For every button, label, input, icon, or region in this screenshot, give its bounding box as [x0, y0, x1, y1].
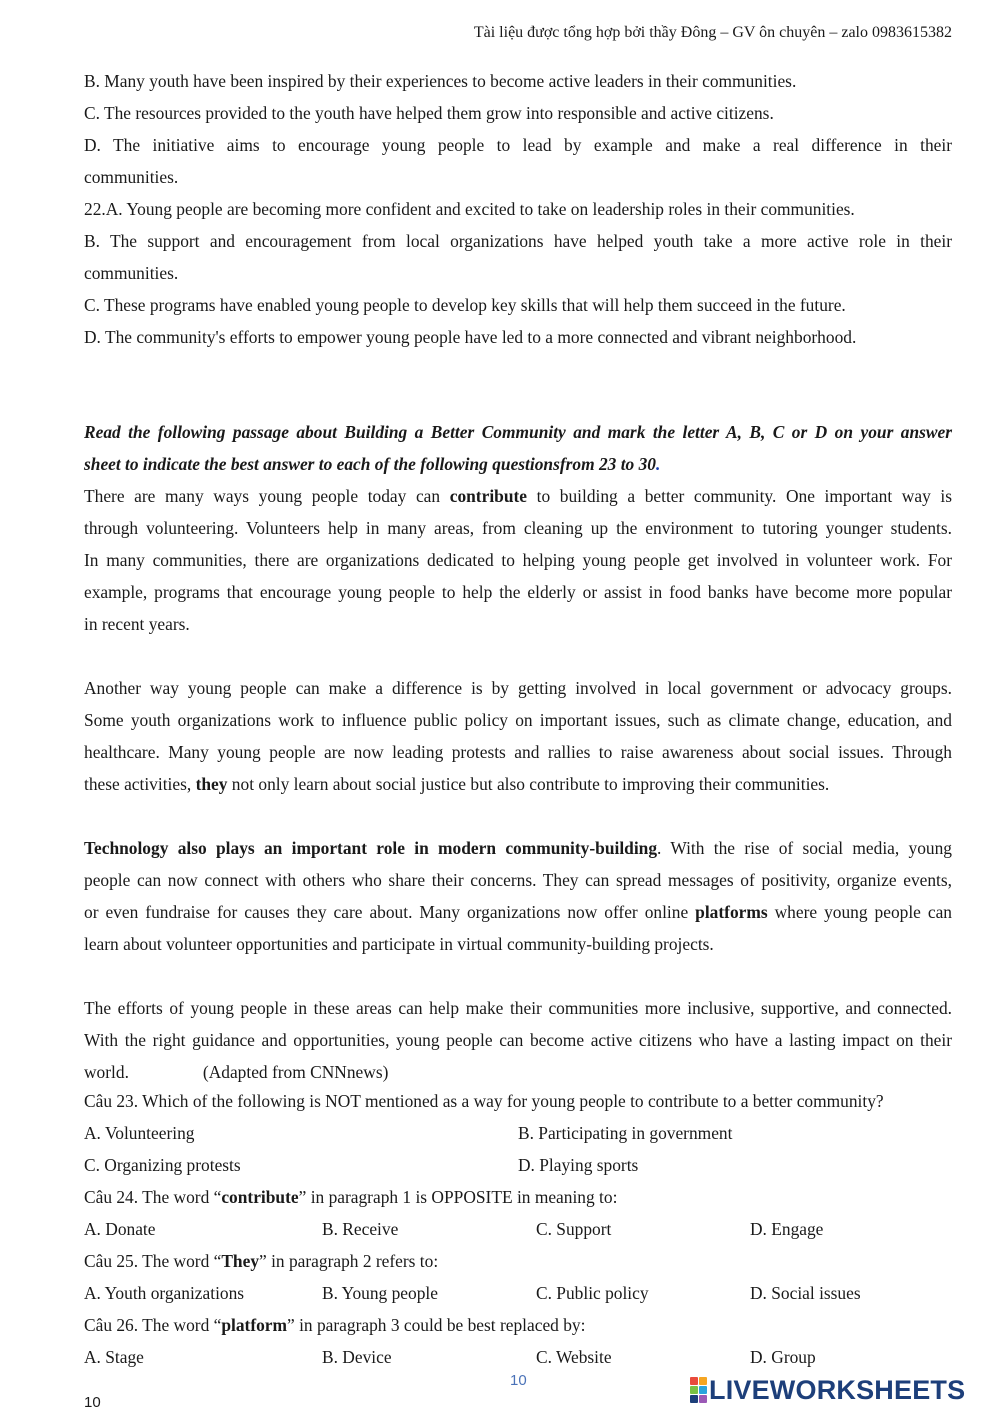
- p1-line4: example, programs that encourage young people to help the elderly or assist in food banks have become more popular: [84, 582, 952, 602]
- q24-option-b: B. Receive: [322, 1219, 399, 1239]
- q26-option-a: A. Stage: [84, 1347, 144, 1367]
- q24-option-a: A. Donate: [84, 1219, 156, 1239]
- q25-stem: Câu 25. The word “They” in paragraph 2 refers to:: [84, 1251, 439, 1271]
- p1-line5: in recent years.: [84, 614, 190, 634]
- q21-option-d-line2: communities.: [84, 167, 179, 187]
- q25-option-c: C. Public policy: [536, 1283, 649, 1303]
- logo-cell: [690, 1386, 698, 1394]
- liveworksheets-brand[interactable]: [690, 1374, 965, 1406]
- p4-line3: world. (Adapted from CNNnews): [84, 1056, 952, 1088]
- p3-line4: learn about volunteer opportunities and participate in virtual community-building projects.: [84, 934, 714, 954]
- q22-option-b-line2: communities.: [84, 263, 179, 283]
- q23-options-row1: [84, 1117, 952, 1149]
- q21-option-b: B. Many youth have been inspired by their experiences to become active leaders in their communities.: [84, 71, 797, 91]
- q25-options: [84, 1277, 952, 1309]
- keyword-they: they: [195, 774, 228, 794]
- paragraph-gap: [84, 640, 952, 672]
- q26-option-b: B. Device: [322, 1347, 392, 1367]
- page-number-footer: 10: [84, 1394, 101, 1411]
- q21-option-d-line1: D. The initiative aims to encourage young people to lead by example and make a real difference in their: [84, 135, 952, 155]
- q24-option-d: D. Engage: [750, 1219, 824, 1239]
- p1-line3: In many communities, there are organizations dedicated to helping young people get involved in volunteer work. For: [84, 550, 952, 570]
- q26-option-c: C. Website: [536, 1347, 612, 1367]
- liveworksheets-logo-icon: [690, 1377, 707, 1403]
- q22-option-a: 22.A. Young people are becoming more confident and excited to take on leadership roles in their communities.: [84, 199, 855, 219]
- p3-line3: or even fundraise for causes they care about. Many organizations now offer online platforms where young people can: [84, 902, 953, 922]
- q25-option-a: A. Youth organizations: [84, 1283, 245, 1303]
- keyword-platforms: platforms: [695, 902, 768, 922]
- p4-line1: The efforts of young people in these areas can help make their communities more inclusive, supportive, and connected.: [84, 998, 952, 1018]
- q26-option-d: D. Group: [750, 1347, 816, 1367]
- q23-option-a: A. Volunteering: [84, 1123, 195, 1143]
- p2-line1: Another way young people can make a difference is by getting involved in local government or advocacy groups.: [84, 678, 952, 698]
- q22-option-b-line1: B. The support and encouragement from local organizations have helped youth take a more active role in their: [84, 231, 952, 251]
- page-header: Tài liệu được tổng hợp bởi thầy Đông – GV ôn chuyên – zalo 0983615382: [473, 24, 952, 41]
- logo-cell: [699, 1395, 707, 1403]
- logo-cell: [690, 1377, 698, 1385]
- q26-options: [84, 1341, 952, 1373]
- reading-passage-section: [84, 416, 952, 1088]
- paragraph-gap: [84, 800, 952, 832]
- q22-option-c: C. These programs have enabled young people to develop key skills that will help them succeed in the future.: [84, 295, 846, 315]
- q24-options: [84, 1213, 952, 1245]
- q25-option-d: D. Social issues: [750, 1283, 861, 1303]
- logo-cell: [699, 1377, 707, 1385]
- instruction-line1: Read the following passage about Building a Better Community and mark the letter A, B, C or D on your answer: [84, 422, 952, 442]
- keyword-contribute: contribute: [449, 486, 528, 506]
- p2-line4: these activities, they not only learn about social justice but also contribute to improving their communities.: [84, 774, 830, 794]
- p2-line2: Some youth organizations work to influence public policy on important issues, such as climate change, education, and: [84, 710, 952, 730]
- logo-cell: [699, 1386, 707, 1394]
- brand-text: LIVEWORKSHEETS: [709, 1374, 966, 1405]
- passage-source: (Adapted from CNNnews): [202, 1062, 389, 1082]
- paragraph-gap: [84, 960, 952, 992]
- q23-option-c: C. Organizing protests: [84, 1155, 241, 1175]
- q23-stem: Câu 23. Which of the following is NOT mentioned as a way for young people to contribute to a better community?: [84, 1091, 884, 1111]
- questions-section: [84, 1085, 952, 1373]
- previous-answer-options: [84, 65, 952, 353]
- logo-cell: [690, 1395, 698, 1403]
- q23-option-d: D. Playing sports: [518, 1155, 639, 1175]
- p1-line1: There are many ways young people today can contribute to building a better community. One important way is: [84, 486, 952, 506]
- q24-stem: Câu 24. The word “contribute” in paragraph 1 is OPPOSITE in meaning to:: [84, 1187, 618, 1207]
- page-number-center: 10: [510, 1372, 527, 1389]
- p3-line1: Technology also plays an important role in modern community-building. With the rise of social media, young: [84, 838, 953, 858]
- q25-option-b: B. Young people: [322, 1283, 438, 1303]
- q23-options-row2: [84, 1149, 952, 1181]
- p1-line2: through volunteering. Volunteers help in many areas, from cleaning up the environment to tutoring younger students.: [84, 518, 952, 538]
- q26-stem: Câu 26. The word “platform” in paragraph 3 could be best replaced by:: [84, 1315, 586, 1335]
- q24-option-c: C. Support: [536, 1219, 612, 1239]
- p2-line3: healthcare. Many young people are now leading protests and rallies to raise awareness about social issues. Through: [84, 742, 952, 762]
- q23-option-b: B. Participating in government: [518, 1123, 733, 1143]
- p3-line2: people can now connect with others who share their concerns. They can spread messages of positivity, organize events,: [84, 870, 952, 890]
- q21-option-c: C. The resources provided to the youth have helped them grow into responsible and active citizens.: [84, 103, 774, 123]
- instruction-line2: sheet to indicate the best answer to each of the following questionsfrom 23 to 30.: [84, 454, 661, 474]
- q22-option-d: D. The community's efforts to empower young people have led to a more connected and vibrant neighborhood.: [84, 327, 857, 347]
- p4-line2: With the right guidance and opportunities, young people can become active citizens who have a lasting impact on their: [84, 1030, 952, 1050]
- keyword-technology-sentence: Technology also plays an important role in modern community-building: [84, 838, 658, 858]
